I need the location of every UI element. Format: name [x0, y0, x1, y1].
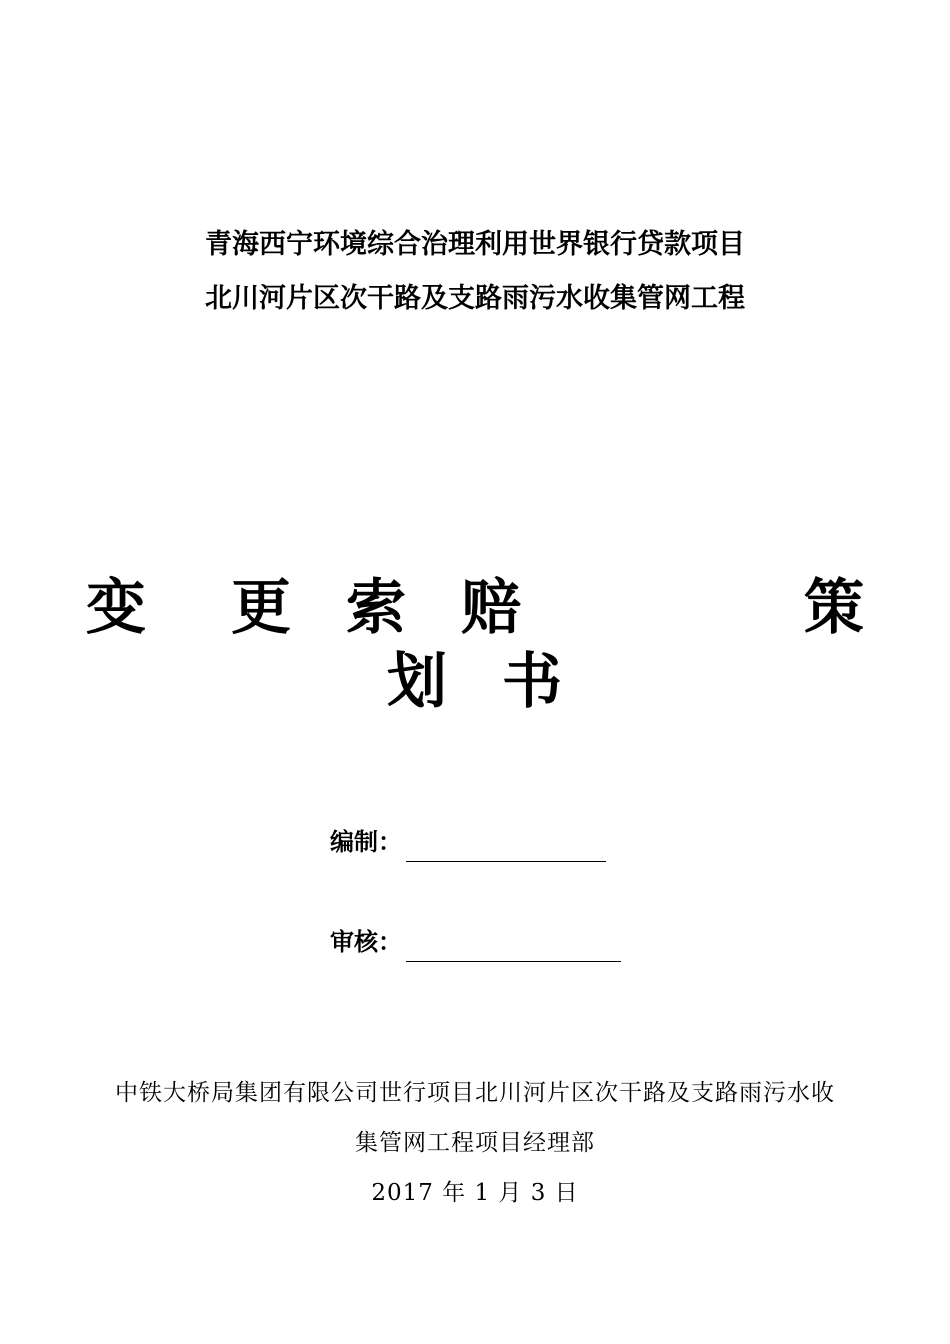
- main-title-char: 索: [346, 573, 406, 643]
- reviewer-blank-line[interactable]: [406, 931, 621, 962]
- project-title-line1: 青海西宁环境综合治理利用世界银行贷款项目: [205, 229, 745, 260]
- compiler-blank-line[interactable]: [406, 831, 606, 862]
- footer-org-line2: 集管网工程项目经理部: [355, 1130, 595, 1156]
- main-title-char: 划: [387, 647, 447, 717]
- main-title-row2: [0, 642, 950, 722]
- main-title-char: 变: [86, 573, 146, 643]
- compiler-label: 编制：: [330, 827, 402, 856]
- compiler-field: [330, 822, 606, 862]
- footer-org-line1: 中铁大桥局集团有限公司世行项目北川河片区次干路及支路雨污水收: [115, 1080, 835, 1106]
- footer-date: 2017 年 1 月 3 日: [371, 1180, 579, 1206]
- main-title-char: 更: [231, 573, 291, 643]
- reviewer-label: 审核：: [330, 927, 402, 956]
- main-title-char: 策: [804, 573, 864, 643]
- reviewer-field: [330, 922, 621, 962]
- main-title-char: 赔: [461, 573, 521, 643]
- main-title-row1: [0, 568, 950, 648]
- main-title-char: 书: [502, 647, 562, 717]
- project-title-line2: 北川河片区次干路及支路雨污水收集管网工程: [205, 283, 745, 314]
